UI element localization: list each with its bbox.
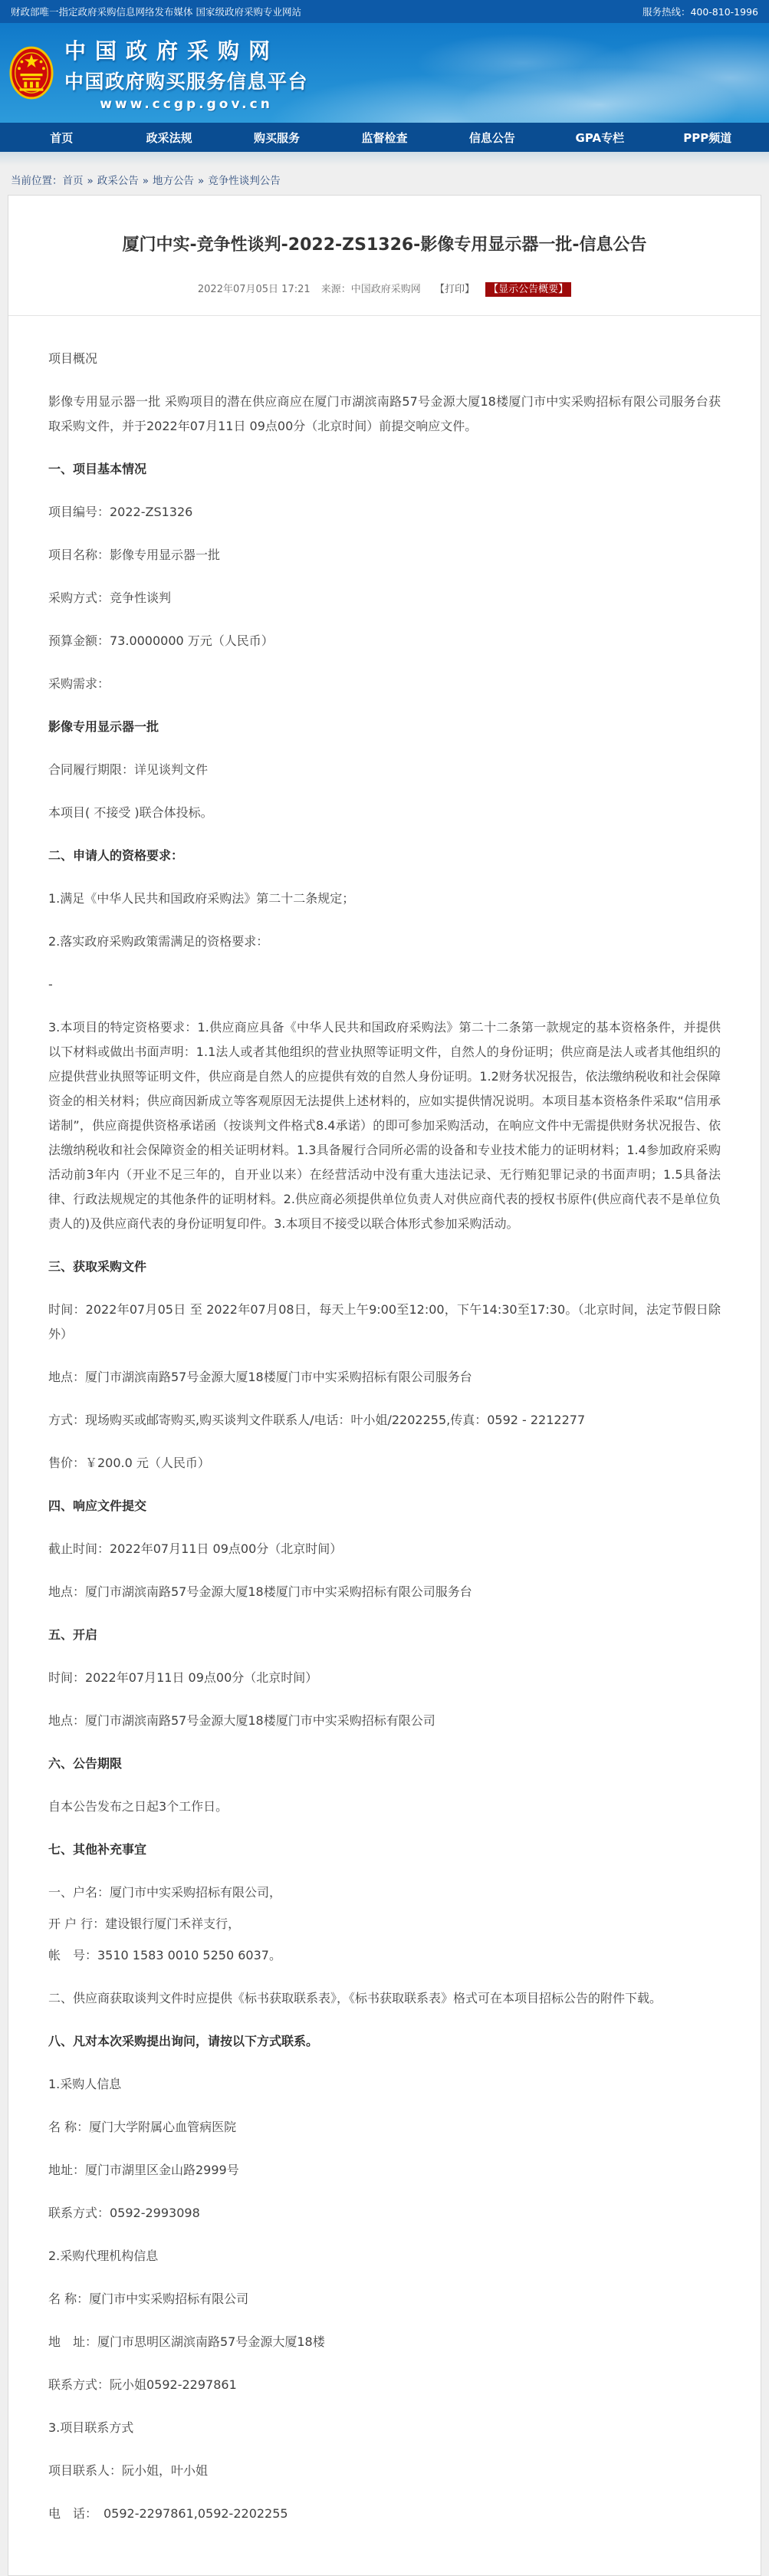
breadcrumb-separator: » <box>198 175 205 187</box>
article-paragraph: 合同履行期限：详见谈判文件 <box>48 762 209 777</box>
section-heading: 一、项目基本情况 <box>48 461 147 476</box>
nav-item <box>546 123 653 152</box>
article-paragraph: 地点：厦门市湖滨南路57号金源大厦18楼厦门市中实采购招标有限公司 <box>48 1712 435 1728</box>
article-paragraph: 项目名称：影像专用显示器一批 <box>48 547 221 562</box>
topbar-hotline: 服务热线：400-810-1996 <box>642 6 758 18</box>
article-paragraph: 项目概况 <box>48 350 98 366</box>
article-paragraph: 地 址：厦门市思明区湖滨南路57号金源大厦18楼 <box>48 2334 325 2349</box>
article-paragraph: 采购方式：竞争性谈判 <box>48 590 172 605</box>
breadcrumb <box>0 166 769 195</box>
site-banner <box>0 23 769 123</box>
nav-item <box>223 123 330 152</box>
topbar-slogan: 财政部唯一指定政府采购信息网络发布媒体 国家级政府采购专业网站 <box>11 6 301 18</box>
nav-item <box>8 123 115 152</box>
breadcrumb-link[interactable]: 首页 <box>62 175 84 187</box>
breadcrumb-separator: » <box>87 175 94 187</box>
breadcrumb-separator: » <box>142 175 150 187</box>
article-paragraph: - <box>48 976 53 992</box>
article-paragraph: 售价：￥200.0 元（人民币） <box>48 1455 210 1470</box>
article-paragraph: 2.落实政府采购政策需满足的资格要求： <box>48 933 269 949</box>
article-paragraph: 联系方式：阮小姐0592-2297861 <box>48 2377 237 2392</box>
brand <box>0 35 308 112</box>
article-paragraph: 项目联系人：阮小姐，叶小姐 <box>48 2462 209 2478</box>
section-heading: 三、获取采购文件 <box>48 1258 147 1274</box>
announcement-title: 厦门中实-竞争性谈判-2022-ZS1326-影像专用显示器一批-信息公告 <box>122 235 647 255</box>
article-paragraph: 电 话： 0592-2297861,0592-2202255 <box>48 2505 288 2521</box>
article-paragraph: 名 称：厦门市中实采购招标有限公司 <box>48 2291 249 2306</box>
source-label: 来源：中国政府采购网 <box>320 283 421 295</box>
print-button[interactable]: 【打印】 <box>434 283 475 295</box>
site-subtitle: 中国政府购买服务信息平台 <box>64 70 309 93</box>
nav-link[interactable]: 信息公告 <box>468 130 515 145</box>
nav-link[interactable]: 首页 <box>50 130 74 145</box>
article-paragraph: 截止时间：2022年07月11日 09点00分（北京时间） <box>48 1541 343 1556</box>
section-heading: 六、公告期限 <box>48 1755 123 1771</box>
site-url: www.ccgp.gov.cn <box>100 96 273 112</box>
nav-link[interactable]: 监督检查 <box>361 130 408 145</box>
announcement-card <box>8 195 761 2576</box>
nav-link[interactable]: 购买服务 <box>254 130 301 145</box>
article-paragraph: 地点：厦门市湖滨南路57号金源大厦18楼厦门市中实采购招标有限公司服务台 <box>48 1584 472 1599</box>
announcement-body <box>8 316 761 2526</box>
page-main <box>0 195 769 2576</box>
article-paragraph: 影像专用显示器一批 采购项目的潜在供应商应在厦门市湖滨南路57号金源大厦18楼厦门市中实采购招标有限公司服务台获取采购文件，并于2022年07月11日 09点00分（北京时间）前提交响应文件。 <box>48 393 721 433</box>
section-heading: 二、申请人的资格要求： <box>48 847 184 863</box>
article-paragraph: 3.项目联系方式 <box>48 2420 134 2435</box>
nav-link[interactable]: PPP频道 <box>683 130 732 145</box>
show-summary-badge[interactable]: 【显示公告概要】 <box>485 282 571 297</box>
nav-link[interactable]: 政采法规 <box>146 130 192 145</box>
article-paragraph: 二、供应商获取谈判文件时应提供《标书获取联系表》，《标书获取联系表》格式可在本项目招标公告的附件下载。 <box>48 1990 662 2005</box>
article-paragraph: 2.采购代理机构信息 <box>48 2248 159 2263</box>
section-heading: 八、凡对本次采购提出询问，请按以下方式联系。 <box>48 2033 319 2048</box>
article-paragraph: 方式：现场购买或邮寄购买,购买谈判文件联系人/电话：叶小姐/2202255,传真：0592 - 2212277 <box>48 1412 586 1427</box>
article-paragraph: 帐 号：3510 1583 0010 5250 6037。 <box>48 1947 281 1962</box>
announcement-meta <box>8 281 761 295</box>
main-nav <box>0 123 769 152</box>
article-paragraph: 时间：2022年07月05日 至 2022年07月08日，每天上午9:00至12:00，下午14:30至17:30。（北京时间，法定节假日除外） <box>48 1301 721 1341</box>
national-emblem-icon <box>9 44 54 101</box>
article-paragraph: 1.采购人信息 <box>48 2076 122 2091</box>
article-paragraph: 预算金额：73.0000000 万元（人民币） <box>48 633 274 648</box>
article-paragraph: 地点：厦门市湖滨南路57号金源大厦18楼厦门市中实采购招标有限公司服务台 <box>48 1369 472 1384</box>
breadcrumb-link[interactable]: 地方公告 <box>153 175 195 187</box>
nav-link[interactable]: GPA专栏 <box>575 130 625 145</box>
article-paragraph: 开 户 行：建设银行厦门禾祥支行， <box>48 1916 241 1931</box>
breadcrumb-prefix: 当前位置： <box>11 175 63 187</box>
section-heading: 七、其他补充事宜 <box>48 1841 147 1857</box>
breadcrumb-link[interactable]: 政采公告 <box>97 175 139 187</box>
article-paragraph: 一、户名：厦门市中实采购招标有限公司， <box>48 1884 282 1900</box>
article-paragraph: 名 称：厦门大学附属心血管病医院 <box>48 2119 237 2134</box>
nav-item <box>439 123 546 152</box>
section-heading: 影像专用显示器一批 <box>48 719 159 734</box>
nav-bottom-gradient <box>0 152 769 166</box>
article-paragraph: 采购需求： <box>48 676 110 691</box>
article-paragraph: 自本公告发布之日起3个工作日。 <box>48 1798 228 1814</box>
site-title: 中国政府采购网 <box>64 38 280 64</box>
nav-item <box>330 123 438 152</box>
topbar <box>0 0 769 23</box>
article-paragraph: 本项目( 不接受 )联合体投标。 <box>48 804 213 820</box>
section-heading: 四、响应文件提交 <box>48 1498 147 1513</box>
article-paragraph: 时间：2022年07月11日 09点00分（北京时间） <box>48 1670 318 1685</box>
article-paragraph: 项目编号：2022-ZS1326 <box>48 504 193 519</box>
nav-item <box>115 123 222 152</box>
article-paragraph: 1.满足《中华人民共和国政府采购法》第二十二条规定； <box>48 890 355 906</box>
breadcrumb-link[interactable]: 竞争性谈判公告 <box>208 175 281 187</box>
section-heading: 五、开启 <box>48 1627 98 1642</box>
nav-item <box>654 123 761 152</box>
article-paragraph: 3.本项目的特定资格要求：1.供应商应具备《中华人民共和国政府采购法》第二十二条第一款规定的基本资格条件，并提供以下材料或做出书面声明：1.1法人或者其他组织的营业执照等证明文件，自然人的身份证明；供应商是法人或者其他组织的应提供营业执照等证明文件，供应商是自然人的应提供有效的自然人身份证明。1.2财务状况报告，依法缴纳税收和社会保障资金的相关材料；供应商因新成立等客观原因无法提供上述材料的，应如实提供情况说明。本项目基本资格条件采取“信用承诺制”，供应商提供资格承诺函（按谈判文件格式8.4承诺）的即可参加采购活动，在响应文件中无需提供财务状况报告、依法缴纳税收和社会保障资金的相关证明材料。1.3具备履行合同所必需的设备和专业技术能力的证明材料；1.4参加政府采购活动前3年内（开业不足三年的，自开业以来）在经营活动中没有重大违法记录、无行贿犯罪记录的书面声明；1.5具备法律、行政法规规定的其他条件的证明材料。2.供应商必须提供单位负责人对供应商代表的授权书原件(供应商代表不是单位负责人的)及供应商代表的身份证明复印件。3.本项目不接受以联合体形式参加采购活动。 <box>48 1019 721 1231</box>
article-paragraph: 地址：厦门市湖里区金山路2999号 <box>48 2162 239 2177</box>
article-paragraph: 联系方式：0592-2993098 <box>48 2205 200 2220</box>
publish-datetime: 2022年07月05日 17:21 <box>197 283 311 295</box>
